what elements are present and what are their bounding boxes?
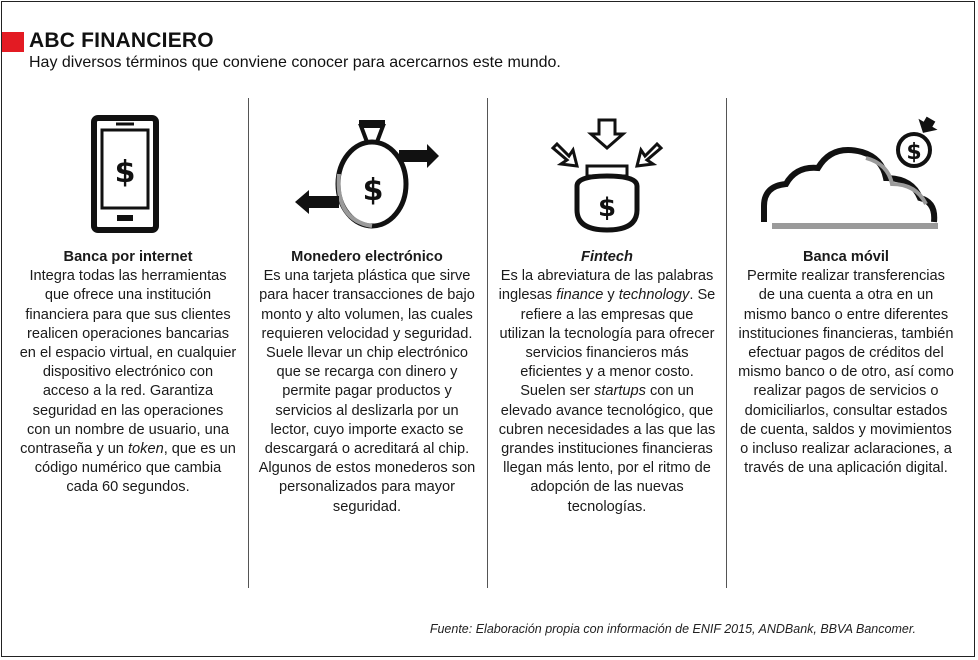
cloud-coin-icon — [733, 100, 959, 248]
page-title: ABC FINANCIERO — [29, 29, 214, 52]
smartphone-dollar-icon — [15, 100, 241, 248]
column-body — [738, 268, 954, 476]
column-body — [499, 268, 716, 514]
column-body — [20, 268, 237, 495]
column-divider — [487, 98, 488, 588]
column-monedero-electronico — [254, 100, 480, 517]
body-text: . Se refiere a las empresas que utilizan la tecnología para ofrecer servicios financieros más eficientes y a menor costo. Suelen ser — [499, 287, 716, 400]
money-bag-arrows-icon — [254, 100, 480, 248]
body-text: , que es un código numérico que cambia cada 60 segundos. — [34, 441, 236, 496]
svg-text:$: $ — [362, 173, 384, 208]
body-text: y — [603, 287, 619, 304]
column-fintech — [494, 100, 720, 517]
infographic-frame — [1, 1, 975, 657]
body-text: Permite realizar transferencias de una cuenta a otra en un mismo banco o entre diferentes instituciones financieras, también efectuar pagos de créditos del mismo banco o de otro, así como realizar pagos de servicios o domiciliarlos, consultar estados de cuenta, saldos y movimientos o incluso realizar aclaraciones, a través de una aplicación digital. — [738, 268, 954, 477]
source-note: Fuente: Elaboración propia con información de ENIF 2015, ANDBank, BBVA Bancomer. — [429, 622, 916, 636]
coin-purse-arrows-icon — [494, 100, 720, 248]
svg-text:$: $ — [114, 155, 136, 190]
body-text: Es una tarjeta plástica que sirve para hacer transacciones de bajo monto y alto volumen, las cuales requieren velocidad y seguridad. Suele llevar un chip electrónico que se recarga con dinero y permite pagar productos y servicios al deslizarla por un lector, cuyo importe exacto se descargará o acreditará al chip. Algunos de estos monederos son personalizados para mayor seguridad. — [258, 268, 476, 515]
page-subtitle: Hay diversos términos que conviene conocer para acercarnos este mundo. — [29, 54, 561, 71]
column-banca-por-internet — [15, 100, 241, 498]
svg-text:$: $ — [906, 140, 922, 165]
body-text: Es la abreviatura de las palabras inglesas — [498, 268, 714, 304]
italic-term: technology — [618, 287, 690, 304]
column-divider — [726, 98, 727, 588]
body-text: con un elevado avance tecnológico, que cubren necesidades a las que las grandes instituciones financieras llegan más lento, por el ritmo de adopción de las nuevas tecnologías. — [498, 383, 716, 515]
italic-term: token — [127, 441, 164, 458]
column-divider — [248, 98, 249, 588]
column-title: Banca por internet — [63, 249, 193, 265]
body-text: Integra todas las herramientas que ofrece una institución financiera para que sus clientes realicen operaciones bancarias en el espacio virtual, en cualquier dispositivo electrónico con acceso a la red. Garantiza seguridad en las operaciones con un nombre de usuario, una contraseña y un — [19, 268, 237, 458]
svg-text:$: $ — [597, 193, 617, 223]
italic-term: finance — [556, 287, 604, 304]
column-body — [259, 268, 476, 514]
accent-bar — [2, 32, 24, 52]
column-title: Monedero electrónico — [291, 249, 443, 265]
column-banca-movil — [733, 100, 959, 478]
column-title: Banca móvil — [803, 249, 889, 265]
italic-term: startups — [594, 383, 646, 400]
column-title: Fintech — [581, 249, 633, 265]
